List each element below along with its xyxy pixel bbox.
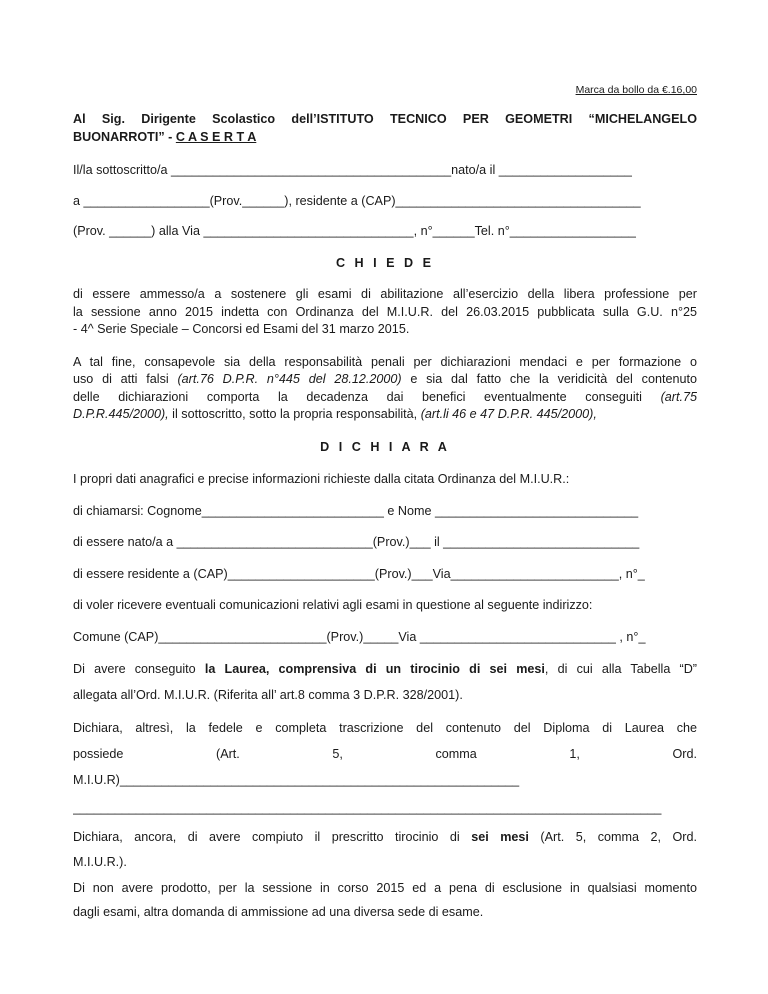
transcript-blank-line: M.I.U.R)_________________________________________________________ — [73, 773, 520, 787]
text: e sia dal fatto che la veridicità del contenuto — [401, 372, 697, 386]
applicant-birthplace-line: a __________________(Prov.______), residente a (CAP)___________________________________ — [73, 194, 641, 208]
chiede-line: di essere ammesso/a a sostenere gli esami di abilitazione all’esercizio della libera professione per — [73, 287, 697, 301]
stamp-note — [73, 82, 697, 99]
internship-duration: sei mesi — [471, 830, 529, 844]
text: il sottoscritto, sotto la propria responsabilità, — [168, 407, 421, 421]
birth-line: di essere nato/a a ____________________________(Prov.)___ il ____________________________ — [73, 535, 640, 549]
exclusivity-line-2: dagli esami, altra domanda di ammissione ad una diversa sede di esame. — [73, 905, 484, 919]
addressee-line-2 — [73, 129, 697, 146]
awareness-line — [73, 389, 697, 406]
heading-chiede: C H I E D E — [335, 256, 435, 270]
transcript-line: Dichiara, altresì, la fedele e completa trascrizione del contenuto del Diploma di Laurea che — [73, 721, 697, 735]
transcript-line: possiede (Art. 5, comma 1, Ord. — [73, 747, 697, 761]
surname-name-line: di chiamarsi: Cognome__________________________ e Nome _____________________________ — [73, 504, 639, 518]
law-reference: (art.li 46 e 47 D.P.R. 445/2000), — [420, 407, 597, 421]
stamp-text: Marca da bollo da €.16,00 — [575, 84, 697, 96]
transcript-blank-line: ____________________________________________________________________________________ — [73, 801, 662, 815]
addressee-city: C A S E R T A — [175, 130, 257, 144]
applicant-name-line: Il/la sottoscritto/a ________________________________________nato/a il ___________________ — [73, 163, 632, 177]
degree-line — [73, 661, 697, 678]
residence-line: di essere residente a (CAP)_____________________(Prov.)___Via________________________, n°_ — [73, 567, 645, 581]
heading-dichiara: D I C H I A R A — [320, 440, 450, 454]
applicant-address-line: (Prov. ______) alla Via ______________________________, n°______Tel. n°__________________ — [73, 224, 636, 238]
text: Dichiara, ancora, di avere compiuto il prescritto tirocinio di — [73, 830, 472, 844]
addressee-name: BUONARROTI” - — [73, 130, 176, 144]
degree-line-2: allegata all’Ord. M.I.U.R. (Riferita all’ art.8 comma 3 D.P.R. 328/2001). — [73, 688, 463, 702]
text: uso di atti falsi — [73, 372, 178, 386]
contact-intro: di voler ricevere eventuali comunicazioni relativi agli esami in questione al seguente indirizzo: — [73, 598, 593, 612]
law-reference: (art.76 D.P.R. n°445 del 28.12.2000) — [177, 372, 402, 386]
chiede-line: la sessione anno 2015 indetta con Ordinanza del M.I.U.R. del 26.03.2015 pubblicata sulla G.U. n°25 — [73, 305, 697, 319]
exclusivity-line: Di non avere prodotto, per la sessione in corso 2015 ed a pena di esclusione in qualsiasi momento — [73, 881, 697, 895]
law-reference: (art.75 — [660, 390, 697, 404]
dichiara-intro: I propri dati anagrafici e precise informazioni richieste dalla citata Ordinanza del M.I.U.R.: — [73, 472, 570, 486]
text: (Art. 5, comma 2, Ord. — [528, 830, 697, 844]
text: Di avere conseguito — [73, 662, 205, 676]
addressee-line-1: Al Sig. Dirigente Scolastico dell’ISTITUTO TECNICO PER GEOMETRI “MICHELANGELO — [73, 112, 697, 126]
text: , di cui alla Tabella “D” — [544, 662, 697, 676]
text: delle dichiarazioni comporta la decadenza dai benefici eventualmente conseguiti — [73, 390, 661, 404]
internship-line-2: M.I.U.R.). — [73, 855, 127, 869]
law-reference: D.P.R.445/2000), — [73, 407, 169, 421]
awareness-line: A tal fine, consapevole sia della responsabilità penali per dichiarazioni mendaci e per formazione o — [73, 355, 697, 369]
awareness-line — [73, 406, 697, 423]
degree-emphasis: la Laurea, comprensiva di un tirocinio di sei mesi — [204, 662, 545, 676]
internship-line — [73, 829, 697, 846]
contact-address-line: Comune (CAP)________________________(Prov.)_____Via ____________________________ , n°_ — [73, 630, 646, 644]
chiede-line: - 4^ Serie Speciale – Concorsi ed Esami del 31 marzo 2015. — [73, 322, 410, 336]
awareness-line — [73, 371, 697, 388]
